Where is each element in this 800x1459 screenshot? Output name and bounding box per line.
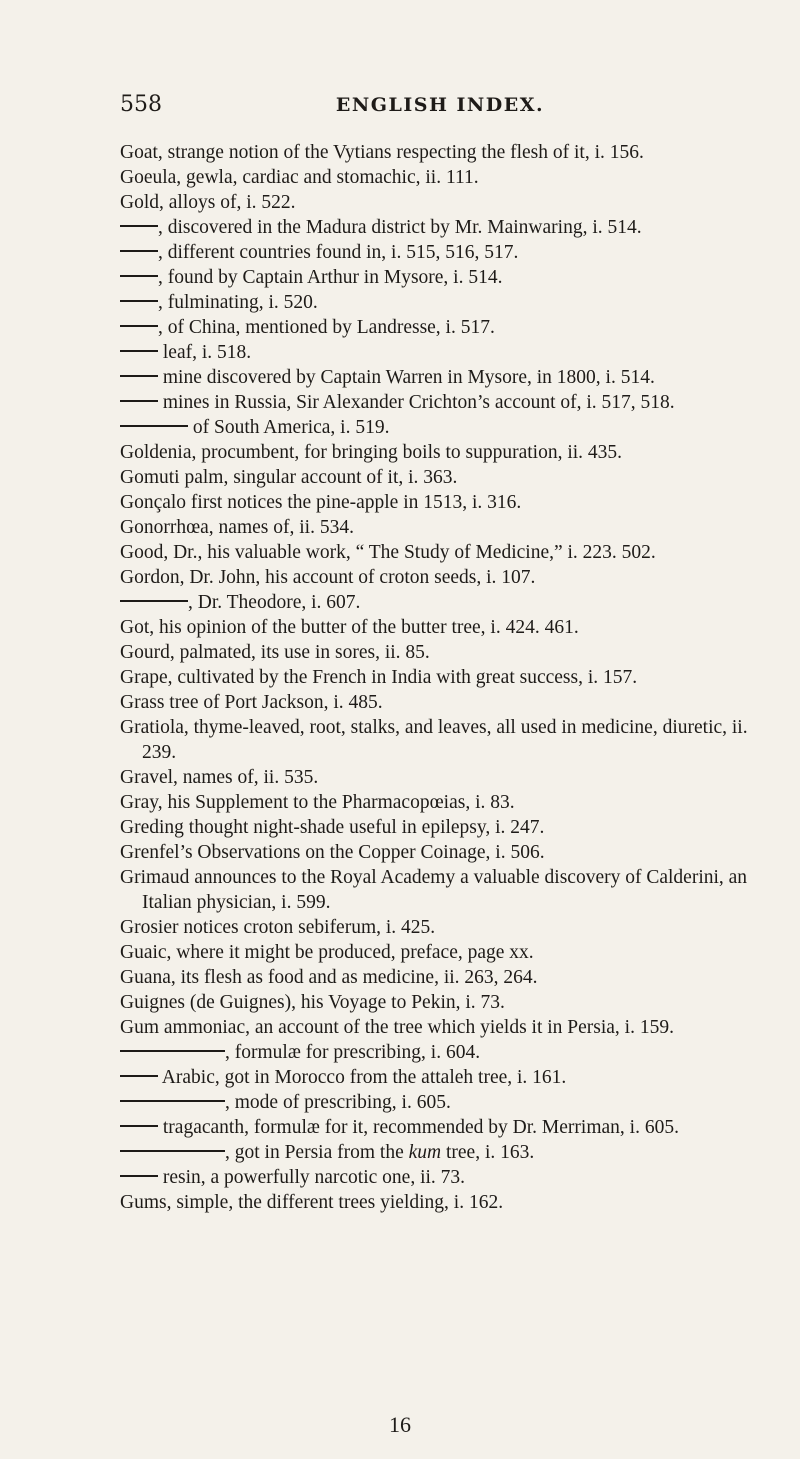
page-number: 558 [120, 92, 162, 117]
entry-text: tree, i. 163. [441, 1142, 535, 1163]
index-entry [120, 1090, 760, 1115]
index-entry [120, 765, 760, 790]
ditto-dash [120, 225, 158, 227]
ditto-dash [120, 275, 158, 277]
index-entry [120, 515, 760, 540]
entry-text: leaf, i. 518. [158, 342, 252, 363]
entry-text: Gomuti palm, singular account of it, i. 363. [120, 467, 458, 488]
ditto-dash [120, 1175, 158, 1177]
entry-text: Gums, simple, the different trees yielding, i. 162. [120, 1192, 504, 1213]
index-entry [120, 1140, 760, 1165]
entry-text: Gray, his Supplement to the Pharmacopœias, i. 83. [120, 792, 515, 813]
index-entry [120, 690, 760, 715]
entry-text: Good, Dr., his valuable work, “ The Study of Medicine,” i. 223. 502. [120, 542, 656, 563]
entry-text: Gum ammoniac, an account of the tree which yields it in Persia, i. 159. [120, 1017, 674, 1038]
entry-text: Gravel, names of, ii. 535. [120, 767, 319, 788]
index-entry [120, 465, 760, 490]
index-entry [120, 440, 760, 465]
entry-text: tragacanth, formulæ for it, recommended by Dr. Merriman, i. 605. [158, 1117, 679, 1138]
entry-text: mine discovered by Captain Warren in Mysore, in 1800, i. 514. [158, 367, 655, 388]
index-entry [120, 540, 760, 565]
index-entry [120, 140, 760, 165]
ditto-dash [120, 250, 158, 252]
entry-text: Grimaud announces to the Royal Academy a valuable discovery of Calderini, an Italian physician, i. 599. [120, 867, 748, 913]
entry-text: Goeula, gewla, cardiac and stomachic, ii. 111. [120, 167, 479, 188]
index-entry [120, 290, 760, 315]
index-entry [120, 715, 760, 765]
ditto-dash [120, 1100, 225, 1102]
index-entry [120, 865, 760, 915]
entry-text: Got, his opinion of the butter of the butter tree, i. 424. 461. [120, 617, 579, 638]
index-entry [120, 565, 760, 590]
entry-text: , discovered in the Madura district by Mr. Mainwaring, i. 514. [158, 217, 642, 238]
index-entry [120, 1115, 760, 1140]
entry-text: Gourd, palmated, its use in sores, ii. 85. [120, 642, 430, 663]
entry-text: Goat, strange notion of the Vytians respecting the flesh of it, i. 156. [120, 142, 644, 163]
entry-text: Guaic, where it might be produced, preface, page xx. [120, 942, 534, 963]
signature-mark: 16 [389, 1412, 411, 1437]
index-entry [120, 1165, 760, 1190]
index-entry [120, 265, 760, 290]
ditto-dash [120, 1150, 225, 1152]
index-entry [120, 815, 760, 840]
ditto-dash [120, 325, 158, 327]
index-entry [120, 315, 760, 340]
index-entry [120, 215, 760, 240]
entry-text: , got in Persia from the [225, 1142, 409, 1163]
entry-text: , fulminating, i. 520. [158, 292, 318, 313]
index-entry [120, 665, 760, 690]
ditto-dash [120, 1050, 225, 1052]
index-entry [120, 990, 760, 1015]
entry-italic-term: kum [408, 1142, 442, 1163]
entry-text: , Dr. Theodore, i. 607. [188, 592, 361, 613]
entry-text: Gold, alloys of, i. 522. [120, 192, 296, 213]
index-entry [120, 940, 760, 965]
entry-text: Gonorrhœa, names of, ii. 534. [120, 517, 354, 538]
index-entry [120, 1015, 760, 1040]
index-entry [120, 965, 760, 990]
entry-text: , found by Captain Arthur in Mysore, i. 514. [158, 267, 503, 288]
page-header [120, 92, 760, 122]
entry-text: , of China, mentioned by Landresse, i. 517. [158, 317, 495, 338]
ditto-dash [120, 375, 158, 377]
index-entry [120, 1065, 760, 1090]
ditto-dash [120, 425, 188, 427]
running-head: ENGLISH INDEX. [335, 94, 545, 116]
entry-text: Grape, cultivated by the French in India with great success, i. 157. [120, 667, 638, 688]
index-entry [120, 840, 760, 865]
entry-text: , different countries found in, i. 515, 516, 517. [158, 242, 519, 263]
entry-text: Gonçalo first notices the pine-apple in 1513, i. 316. [120, 492, 522, 513]
ditto-dash [120, 350, 158, 352]
index-entry [120, 1040, 760, 1065]
entry-text: Gratiola, thyme-leaved, root, stalks, and leaves, all used in medicine, diuretic, ii. 239. [120, 717, 748, 763]
index-entry [120, 590, 760, 615]
entry-text: Grosier notices croton sebiferum, i. 425. [120, 917, 436, 938]
entry-text: , mode of prescribing, i. 605. [225, 1092, 451, 1113]
index-entry [120, 640, 760, 665]
ditto-dash [120, 600, 188, 602]
index-entry [120, 240, 760, 265]
ditto-dash [120, 1125, 158, 1127]
index-entry [120, 615, 760, 640]
index-entry [120, 490, 760, 515]
entry-text: Guana, its flesh as food and as medicine, ii. 263, 264. [120, 967, 538, 988]
ditto-dash [120, 400, 158, 402]
entry-text: Grenfel’s Observations on the Copper Coinage, i. 506. [120, 842, 545, 863]
ditto-dash [120, 300, 158, 302]
ditto-dash [120, 1075, 158, 1077]
index-entry [120, 915, 760, 940]
entry-text: Grass tree of Port Jackson, i. 485. [120, 692, 383, 713]
index-entry [120, 190, 760, 215]
index-entry [120, 1190, 760, 1215]
index-entries [120, 140, 760, 1215]
index-entry [120, 390, 760, 415]
entry-text: Greding thought night-shade useful in epilepsy, i. 247. [120, 817, 545, 838]
index-entry [120, 415, 760, 440]
entry-text: mines in Russia, Sir Alexander Crichton’s account of, i. 517, 518. [158, 392, 675, 413]
entry-text: of South America, i. 519. [188, 417, 390, 438]
entry-text: resin, a powerfully narcotic one, ii. 73. [158, 1167, 466, 1188]
entry-text: , formulæ for prescribing, i. 604. [225, 1042, 481, 1063]
index-entry [120, 340, 760, 365]
index-entry [120, 365, 760, 390]
index-entry [120, 790, 760, 815]
index-entry [120, 165, 760, 190]
entry-text: Guignes (de Guignes), his Voyage to Pekin, i. 73. [120, 992, 505, 1013]
entry-text: Gordon, Dr. John, his account of croton seeds, i. 107. [120, 567, 536, 588]
entry-text: Arabic, got in Morocco from the attaleh tree, i. 161. [158, 1067, 567, 1088]
entry-text: Goldenia, procumbent, for bringing boils to suppuration, ii. 435. [120, 442, 623, 463]
